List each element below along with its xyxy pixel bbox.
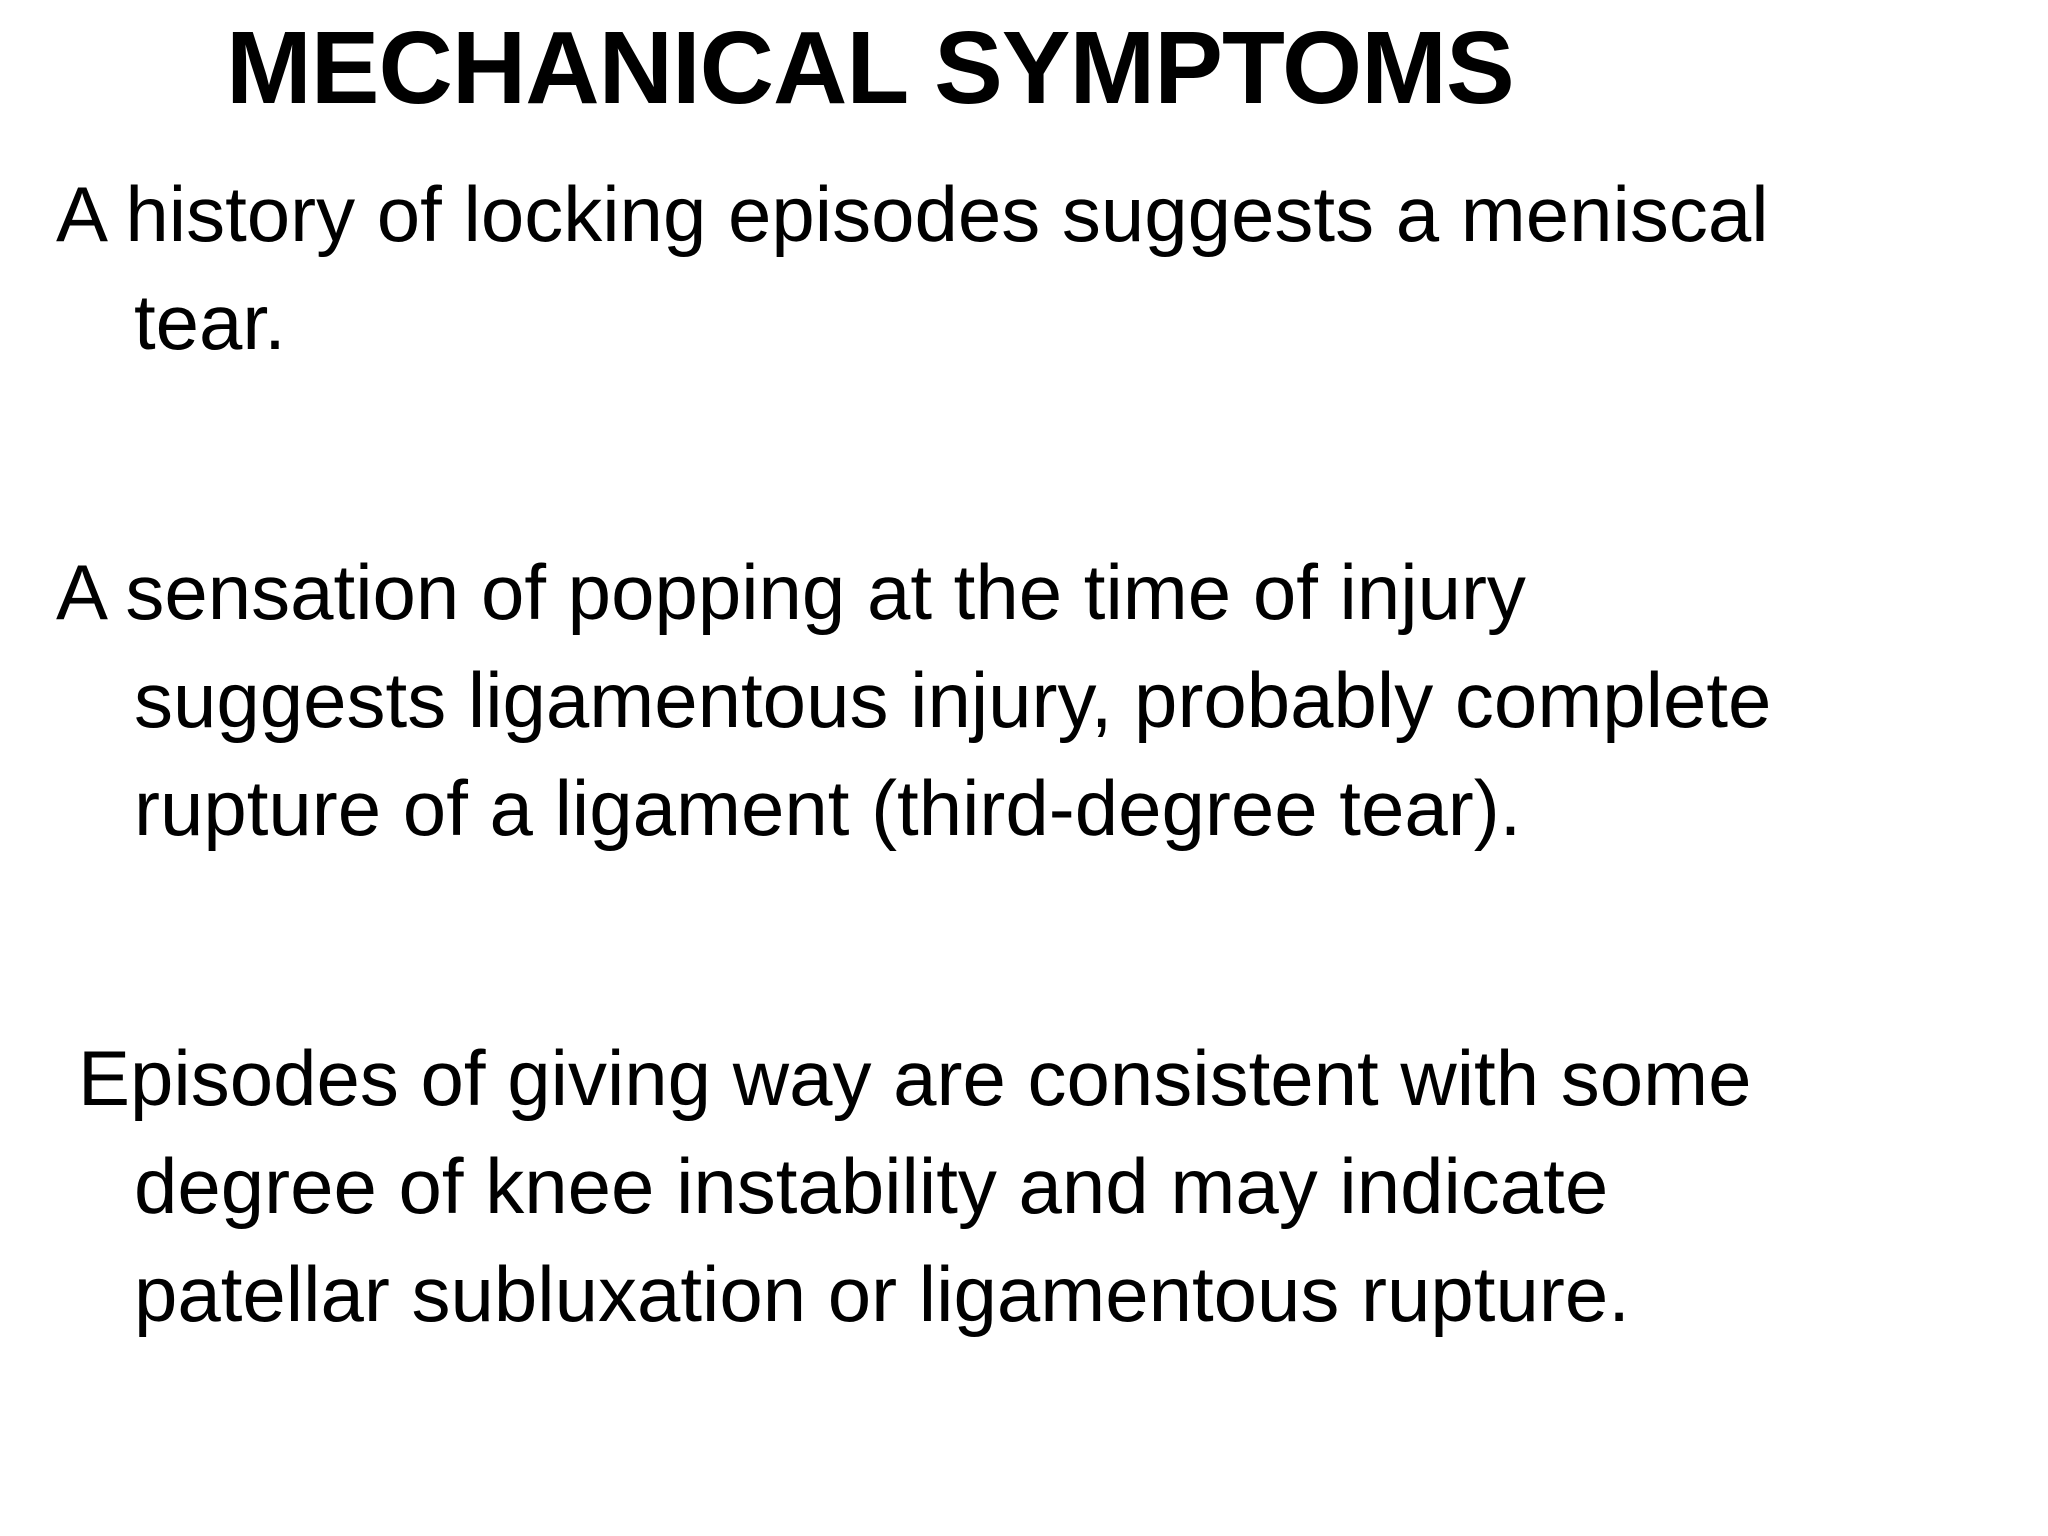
paragraph-popping bbox=[56, 538, 1936, 862]
paragraph-giving-way bbox=[78, 1024, 1958, 1348]
paragraph-line: rupture of a ligament (third-degree tear). bbox=[134, 764, 1522, 852]
paragraph-line: tear. bbox=[134, 278, 286, 366]
paragraph-line: A history of locking episodes suggests a meniscal bbox=[56, 170, 1769, 258]
paragraph-line: suggests ligamentous injury, probably complete bbox=[134, 656, 1772, 744]
paragraph-locking bbox=[56, 160, 1936, 376]
paragraph-line: patellar subluxation or ligamentous rupture. bbox=[134, 1250, 1630, 1338]
paragraph-line: Episodes of giving way are consistent with some bbox=[78, 1034, 1752, 1122]
paragraph-line: degree of knee instability and may indicate bbox=[134, 1142, 1609, 1230]
slide-title: MECHANICAL SYMPTOMS bbox=[226, 10, 1514, 125]
paragraph-line: A sensation of popping at the time of injury bbox=[56, 548, 1526, 636]
